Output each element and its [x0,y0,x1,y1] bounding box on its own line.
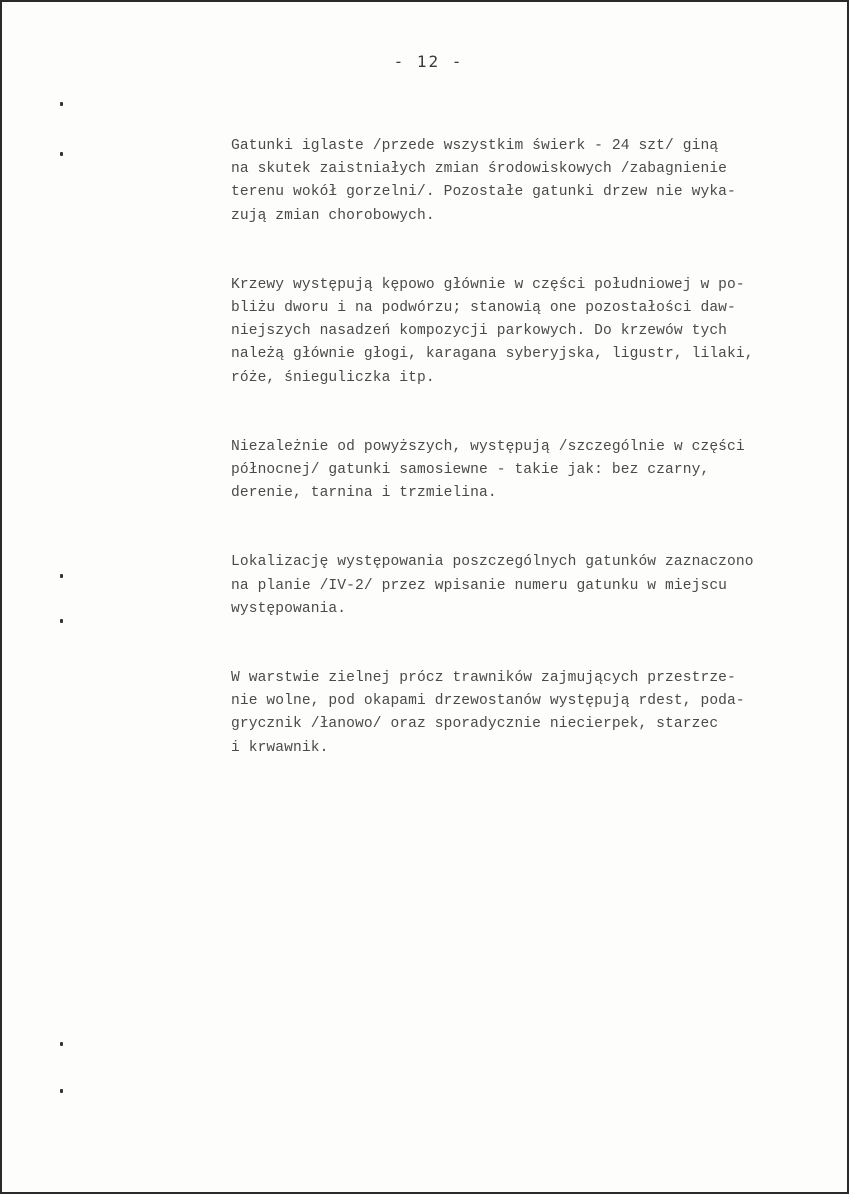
paragraph-localization [231,551,831,621]
margin-dot [60,102,63,106]
margin-dot [60,1042,63,1046]
paragraph-self-seeding [231,436,831,506]
text-line: Gatunki iglaste /przede wszystkim świerk - 24 szt/ giną [231,138,719,154]
margin-dot [60,574,63,578]
body-text [231,135,831,806]
margin-dot [60,1089,63,1093]
text-line: występowania. [231,600,347,617]
paragraph-herb-layer [231,667,831,760]
text-line: zują zmian chorobowych. [231,207,435,224]
text-line: Niezależnie od powyższych, występują /szczególnie w części [231,438,745,455]
text-line: na planie /IV-2/ przez wpisanie numeru gatunku w miejscu [231,577,728,594]
text-line: północnej/ gatunki samosiewne - takie jak: bez czarny, [231,462,710,479]
margin-dot [60,152,63,156]
text-line: W warstwie zielnej prócz trawników zajmujących przestrze- [231,670,736,687]
text-line: Lokalizację występowania poszczególnych gatunków zaznaczono [231,554,754,571]
page-number: - 12 - [393,52,464,71]
text-line: terenu wokół gorzelni/. Pozostałe gatunki drzew nie wyka- [231,184,736,201]
text-line: na skutek zaistniałych zmian środowiskowych /zabagnienie [231,161,728,178]
text-line: i krwawnik. [231,739,329,756]
text-line: nie wolne, pod okapami drzewostanów występują rdest, poda- [231,693,745,710]
text-line: Krzewy występują kępowo głównie w części południowej w po- [231,276,745,293]
text-line: róże, śnieguliczka itp. [231,369,435,386]
text-line: bliżu dworu i na podwórzu; stanowią one pozostałości daw- [231,300,736,317]
paragraph-conifers [231,135,831,228]
text-line: niejszych nasadzeń kompozycji parkowych. Do krzewów tych [231,323,728,340]
margin-dot [60,619,63,623]
paragraph-shrubs [231,274,831,390]
text-line: należą głównie głogi, karagana syberyjska, ligustr, lilaki, [231,346,754,363]
text-line: grycznik /łanowo/ oraz sporadycznie niecierpek, starzec [231,716,719,733]
text-line: derenie, tarnina i trzmielina. [231,485,497,502]
